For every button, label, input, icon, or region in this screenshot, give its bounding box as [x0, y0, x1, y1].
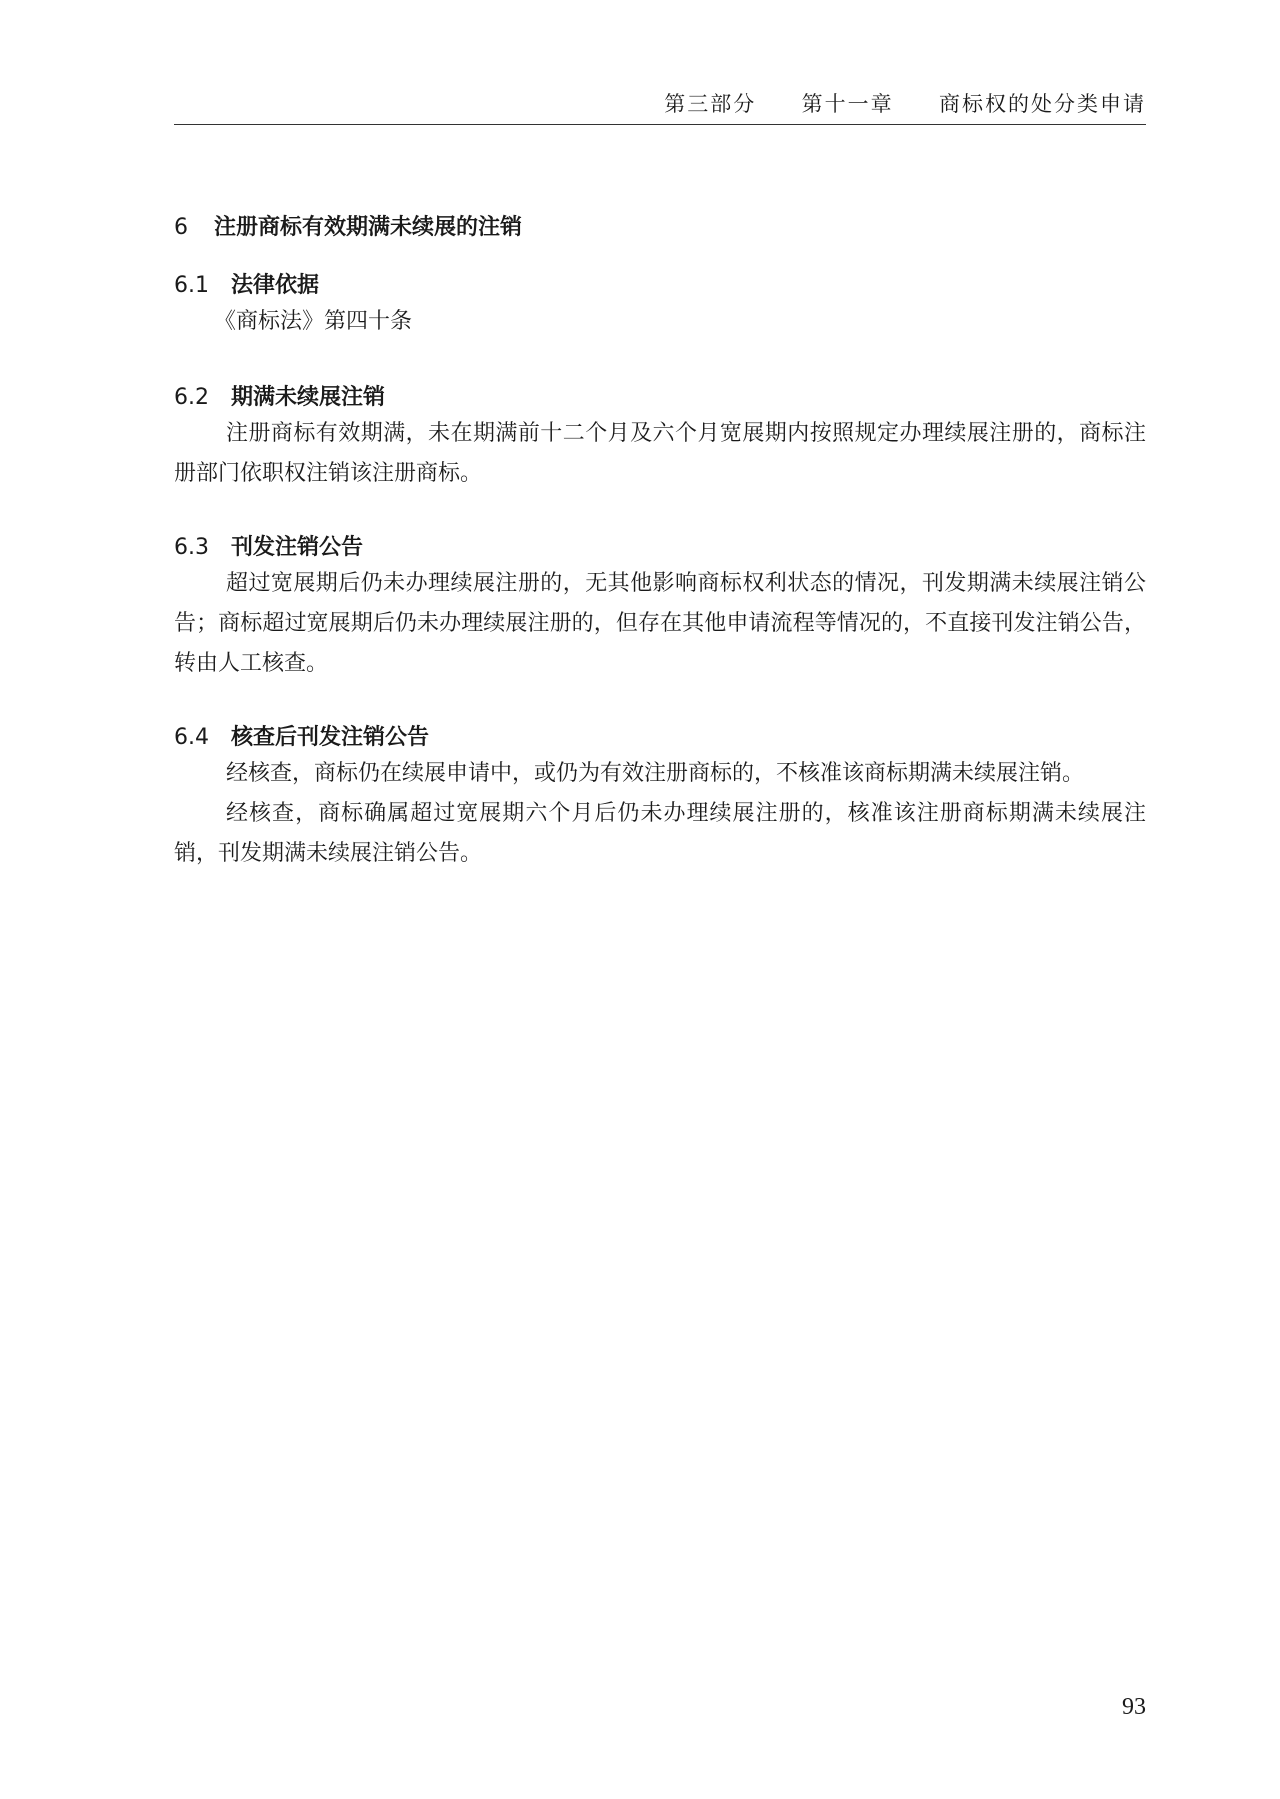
- page-number: 93: [1122, 1694, 1146, 1720]
- section-title: 法律依据: [231, 273, 320, 298]
- section-6-1: [174, 270, 1146, 342]
- page-body: [174, 212, 1146, 912]
- chapter-title: 注册商标有效期满未续展的注销: [214, 215, 523, 240]
- section-number: 6.4: [174, 725, 209, 750]
- section-heading: [174, 270, 1146, 302]
- paragraph: 注册商标有效期满，未在期满前十二个月及六个月宽展期内按照规定办理续展注册的，商标注册部门依职权注销该注册商标。: [174, 421, 1146, 486]
- paragraph: 经核查，商标仍在续展申请中，或仍为有效注册商标的，不核准该商标期满未续展注销。: [226, 761, 1085, 786]
- chapter-number: 6: [174, 215, 188, 240]
- running-header: 第三部分 第十一章 商标权的处分类申请: [664, 92, 1146, 116]
- section-6-2: [174, 382, 1146, 494]
- section-heading: [174, 722, 1146, 754]
- section-title: 刊发注销公告: [231, 535, 364, 560]
- chapter-heading: [174, 212, 1146, 244]
- section-6-4: [174, 722, 1146, 874]
- section-6-3: [174, 532, 1146, 684]
- section-heading: [174, 532, 1146, 564]
- legal-citation: 《商标法》第四十条: [214, 309, 413, 334]
- section-number: 6.3: [174, 535, 209, 560]
- paragraph: 经核查，商标确属超过宽展期六个月后仍未办理续展注册的，核准该注册商标期满未续展注销，刊发期满未续展注销公告。: [174, 801, 1146, 866]
- section-title: 期满未续展注销: [231, 385, 386, 410]
- paragraph: 超过宽展期后仍未办理续展注册的，无其他影响商标权利状态的情况，刊发期满未续展注销公告；商标超过宽展期后仍未办理续展注册的，但存在其他申请流程等情况的，不直接刊发注销公告，转由人工核查。: [174, 571, 1146, 676]
- section-heading: [174, 382, 1146, 414]
- section-number: 6.2: [174, 385, 209, 410]
- section-number: 6.1: [174, 273, 209, 298]
- section-title: 核查后刊发注销公告: [231, 725, 430, 750]
- header-divider: [174, 124, 1146, 125]
